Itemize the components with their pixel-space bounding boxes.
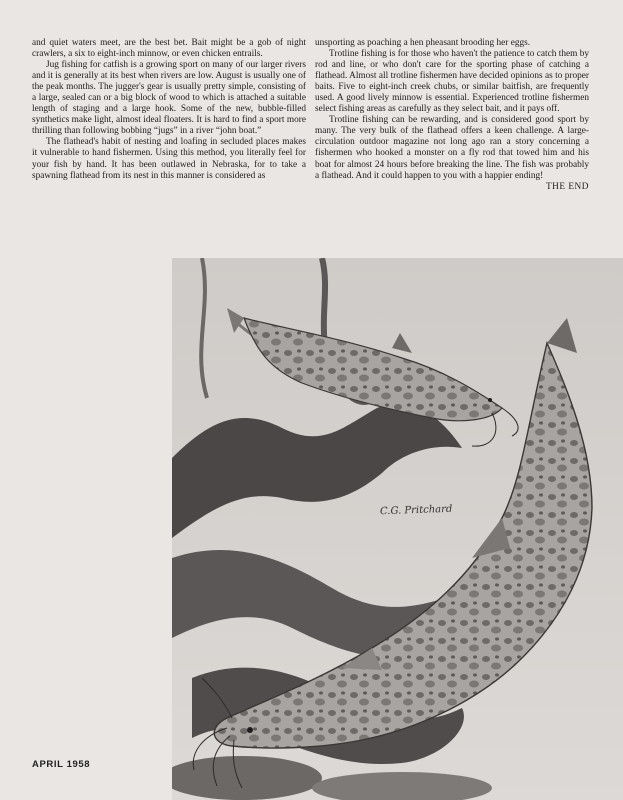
paragraph: [315, 115, 589, 192]
catfish-drawing: [172, 258, 623, 800]
catfish-illustration: [172, 258, 623, 800]
article-left-column: [32, 38, 306, 182]
end-mark: THE END: [545, 181, 589, 192]
paragraph: Trotline fishing is for those who haven't the patience to catch them by rod and line, or who don't care for the sporting phase of catching a flathead. Almost all trotline fishermen have decided opinions as to proper baits. Five to eight-inch creek chubs, or similar baitfish, are frequently used. A good lively minnow is essential. Experienced trotline fishermen select fishing areas as carefully as they select bait, and it pays off.: [315, 49, 589, 115]
paragraph: The flathead's habit of nesting and loafing in secluded places makes it vulnerable to hand fishermen. Using this method, you literally feel for your fish by hand. It has been outlawed in Nebraska, for to take a spawning flathead from its nest in this manner is considered as: [32, 137, 306, 181]
artist-signature: C.G. Pritchard: [379, 503, 453, 518]
paragraph: Jug fishing for catfish is a growing sport on many of our larger rivers and it is generally at its best when rivers are low. August is usually one of the peak months. The jugger's gear is usually pretty simple, consisting of a large, sealed can or a big block of wood to which is attached a suitable length of staging and a large hook. Some of the new, bubble-filled synthetics make light, almost ideal floaters. It is hard to find a sport more thrilling than following bobbing “jugs” in a river “john boat.”: [32, 60, 306, 137]
paragraph: unsporting as poaching a hen pheasant brooding her eggs.: [315, 38, 531, 48]
paragraph-text: Trotline fishing can be rewarding, and is considered good sport by many. The very bulk of the flathead offers a keen challenge. A large-circulation outdoor magazine not long ago ran a story concerning a fishermen who hooked a monster on a fly rod that towed him and his boat for almost 24 hours before breaking the line. The fish was probably a flathead. And it could happen to you with a happier ending!: [315, 115, 589, 181]
paragraph: and quiet waters meet, are the best bet. Bait might be a gob of night crawlers, a six to eight-inch minnow, or even chicken entrails.: [32, 38, 306, 60]
article-right-column: [315, 38, 589, 193]
issue-date-footer: APRIL 1958: [32, 759, 91, 770]
